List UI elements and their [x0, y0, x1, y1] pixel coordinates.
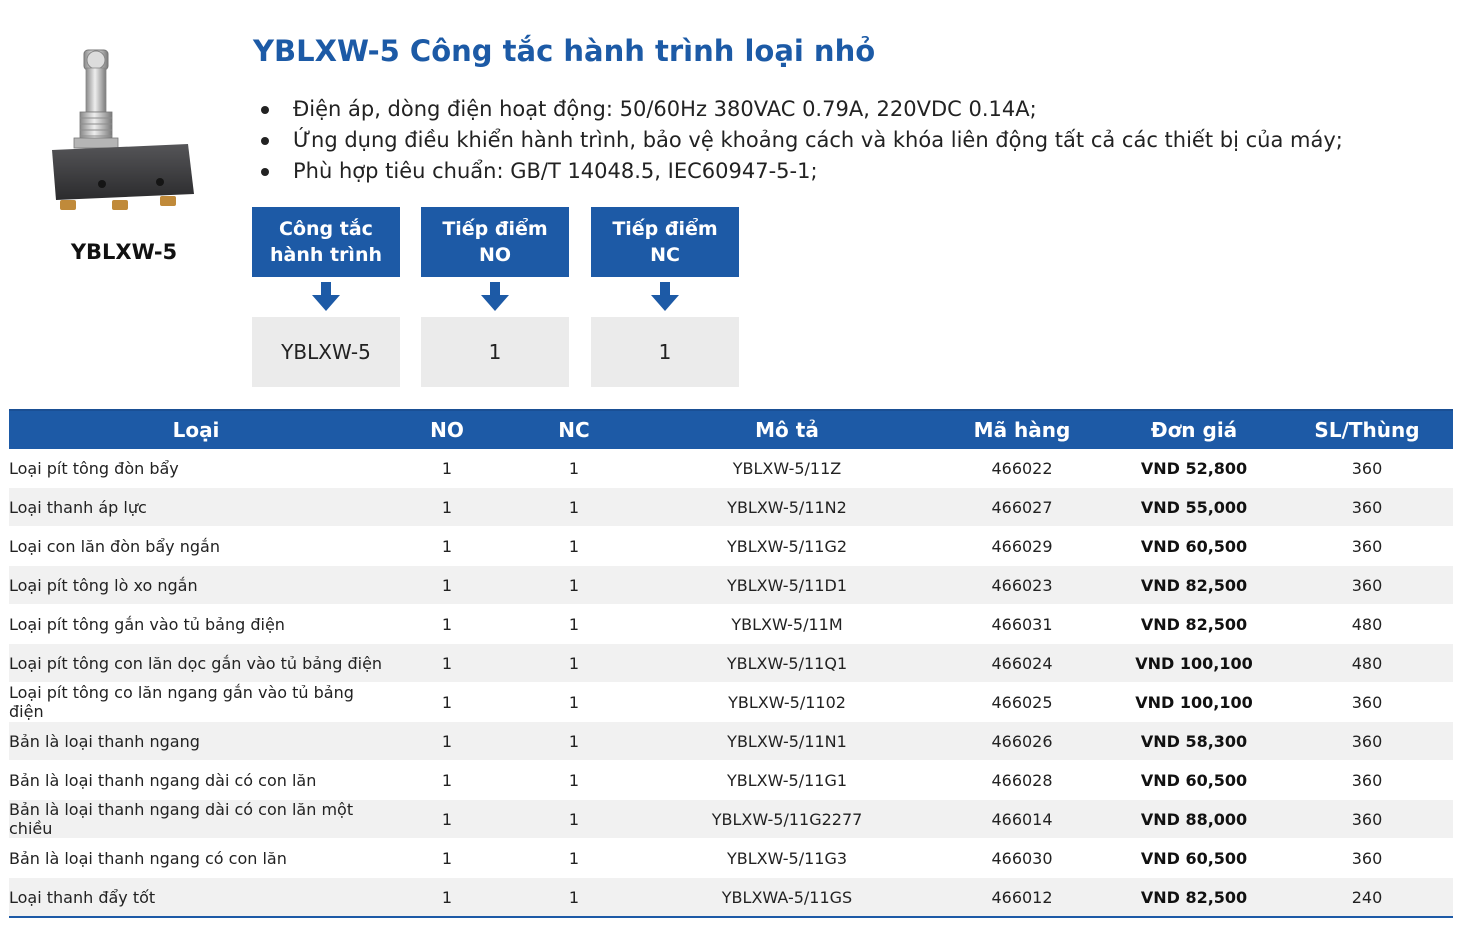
nc-cell: 1	[511, 800, 637, 839]
spec-value: 1	[421, 317, 569, 387]
item-code-cell: 466022	[937, 449, 1107, 488]
nc-cell: 1	[511, 644, 637, 683]
type-cell: Bản là loại thanh ngang	[9, 722, 383, 761]
description-cell: YBLXWA-5/11GS	[637, 878, 937, 918]
no-cell: 1	[383, 761, 511, 800]
type-cell: Loại pít tông gắn vào tủ bảng điện	[9, 605, 383, 644]
price-cell: VND 88,000	[1107, 800, 1281, 839]
description-cell: YBLXW-5/11G1	[637, 761, 937, 800]
column-header: NC	[511, 410, 637, 449]
spec-header: Công tắc hành trình	[252, 207, 400, 277]
product-image	[48, 44, 200, 224]
no-cell: 1	[383, 605, 511, 644]
qty-per-box-cell: 480	[1281, 644, 1453, 683]
arrow-down-icon	[591, 277, 739, 317]
type-cell: Loại pít tông con lăn dọc gắn vào tủ bảng điện	[9, 644, 383, 683]
item-code-cell: 466031	[937, 605, 1107, 644]
price-cell: VND 58,300	[1107, 722, 1281, 761]
item-code-cell: 466030	[937, 839, 1107, 878]
no-cell: 1	[383, 488, 511, 527]
type-cell: Loại pít tông lò xo ngắn	[9, 566, 383, 605]
no-cell: 1	[383, 722, 511, 761]
type-cell: Loại thanh áp lực	[9, 488, 383, 527]
column-header: Mô tả	[637, 410, 937, 449]
nc-cell: 1	[511, 566, 637, 605]
spec-no-contact	[421, 207, 569, 387]
qty-per-box-cell: 360	[1281, 800, 1453, 839]
column-header: Đơn giá	[1107, 410, 1281, 449]
spec-value: YBLXW-5	[252, 317, 400, 387]
spec-value: 1	[591, 317, 739, 387]
no-cell: 1	[383, 683, 511, 722]
qty-per-box-cell: 360	[1281, 566, 1453, 605]
nc-cell: 1	[511, 488, 637, 527]
price-cell: VND 60,500	[1107, 839, 1281, 878]
type-cell: Loại con lăn đòn bẩy ngắn	[9, 527, 383, 566]
description-cell: YBLXW-5/1102	[637, 683, 937, 722]
table-row	[9, 449, 1453, 488]
price-cell: VND 60,500	[1107, 527, 1281, 566]
item-code-cell: 466027	[937, 488, 1107, 527]
table-row	[9, 722, 1453, 761]
table-row	[9, 566, 1453, 605]
column-header: Mã hàng	[937, 410, 1107, 449]
type-cell: Bản là loại thanh ngang dài có con lăn một chiều	[9, 800, 383, 839]
bullet-icon	[261, 137, 269, 145]
bullet-icon	[261, 168, 269, 176]
description-cell: YBLXW-5/11Q1	[637, 644, 937, 683]
nc-cell: 1	[511, 449, 637, 488]
no-cell: 1	[383, 839, 511, 878]
column-header: Loại	[9, 410, 383, 449]
description-cell: YBLXW-5/11N1	[637, 722, 937, 761]
no-cell: 1	[383, 644, 511, 683]
price-cell: VND 100,100	[1107, 683, 1281, 722]
column-header: SL/Thùng	[1281, 410, 1453, 449]
price-cell: VND 100,100	[1107, 644, 1281, 683]
nc-cell: 1	[511, 878, 637, 918]
item-code-cell: 466025	[937, 683, 1107, 722]
qty-per-box-cell: 360	[1281, 722, 1453, 761]
table-row	[9, 488, 1453, 527]
item-code-cell: 466023	[937, 566, 1107, 605]
spec-nc-contact	[591, 207, 739, 387]
nc-cell: 1	[511, 605, 637, 644]
type-cell: Bản là loại thanh ngang dài có con lăn	[9, 761, 383, 800]
price-cell: VND 60,500	[1107, 761, 1281, 800]
qty-per-box-cell: 360	[1281, 527, 1453, 566]
column-header: NO	[383, 410, 511, 449]
products-table	[9, 409, 1453, 918]
item-code-cell: 466024	[937, 644, 1107, 683]
price-cell: VND 82,500	[1107, 605, 1281, 644]
description-cell: YBLXW-5/11N2	[637, 488, 937, 527]
qty-per-box-cell: 360	[1281, 449, 1453, 488]
spec-switch	[252, 207, 400, 387]
no-cell: 1	[383, 449, 511, 488]
nc-cell: 1	[511, 839, 637, 878]
no-cell: 1	[383, 527, 511, 566]
page-title: YBLXW-5 Công tắc hành trình loại nhỏ	[253, 34, 876, 68]
nc-cell: 1	[511, 527, 637, 566]
table-row	[9, 605, 1453, 644]
item-code-cell: 466012	[937, 878, 1107, 918]
qty-per-box-cell: 360	[1281, 488, 1453, 527]
type-cell: Loại pít tông đòn bẩy	[9, 449, 383, 488]
table-row	[9, 800, 1453, 839]
table-row	[9, 761, 1453, 800]
arrow-down-icon	[421, 277, 569, 317]
feature-item: Điện áp, dòng điện hoạt động: 50/60Hz 380VAC 0.79A, 220VDC 0.14A;	[257, 94, 1343, 125]
item-code-cell: 466026	[937, 722, 1107, 761]
item-code-cell: 466028	[937, 761, 1107, 800]
qty-per-box-cell: 480	[1281, 605, 1453, 644]
description-cell: YBLXW-5/11Z	[637, 449, 937, 488]
nc-cell: 1	[511, 761, 637, 800]
arrow-down-icon	[252, 277, 400, 317]
qty-per-box-cell: 240	[1281, 878, 1453, 918]
item-code-cell: 466014	[937, 800, 1107, 839]
qty-per-box-cell: 360	[1281, 683, 1453, 722]
spec-header: Tiếp điểm NC	[591, 207, 739, 277]
no-cell: 1	[383, 566, 511, 605]
type-cell: Loại thanh đẩy tốt	[9, 878, 383, 918]
feature-item: Phù hợp tiêu chuẩn: GB/T 14048.5, IEC60947-5-1;	[257, 156, 1343, 187]
price-cell: VND 52,800	[1107, 449, 1281, 488]
nc-cell: 1	[511, 683, 637, 722]
spec-header: Tiếp điểm NO	[421, 207, 569, 277]
table-header-row	[9, 410, 1453, 449]
table-row	[9, 527, 1453, 566]
qty-per-box-cell: 360	[1281, 761, 1453, 800]
price-cell: VND 82,500	[1107, 566, 1281, 605]
product-caption: YBLXW-5	[70, 240, 178, 264]
nc-cell: 1	[511, 722, 637, 761]
type-cell: Loại pít tông co lăn ngang gắn vào tủ bảng điện	[9, 683, 383, 722]
feature-list	[257, 94, 1343, 187]
feature-item: Ứng dụng điều khiển hành trình, bảo vệ khoảng cách và khóa liên động tất cả các thiết bị của máy;	[257, 125, 1343, 156]
table-row	[9, 839, 1453, 878]
price-cell: VND 82,500	[1107, 878, 1281, 918]
no-cell: 1	[383, 878, 511, 918]
description-cell: YBLXW-5/11G3	[637, 839, 937, 878]
table-row	[9, 878, 1453, 918]
price-cell: VND 55,000	[1107, 488, 1281, 527]
table-row	[9, 644, 1453, 683]
bullet-icon	[261, 106, 269, 114]
description-cell: YBLXW-5/11G2	[637, 527, 937, 566]
description-cell: YBLXW-5/11D1	[637, 566, 937, 605]
table-row	[9, 683, 1453, 722]
no-cell: 1	[383, 800, 511, 839]
type-cell: Bản là loại thanh ngang có con lăn	[9, 839, 383, 878]
description-cell: YBLXW-5/11G2277	[637, 800, 937, 839]
item-code-cell: 466029	[937, 527, 1107, 566]
qty-per-box-cell: 360	[1281, 839, 1453, 878]
description-cell: YBLXW-5/11M	[637, 605, 937, 644]
